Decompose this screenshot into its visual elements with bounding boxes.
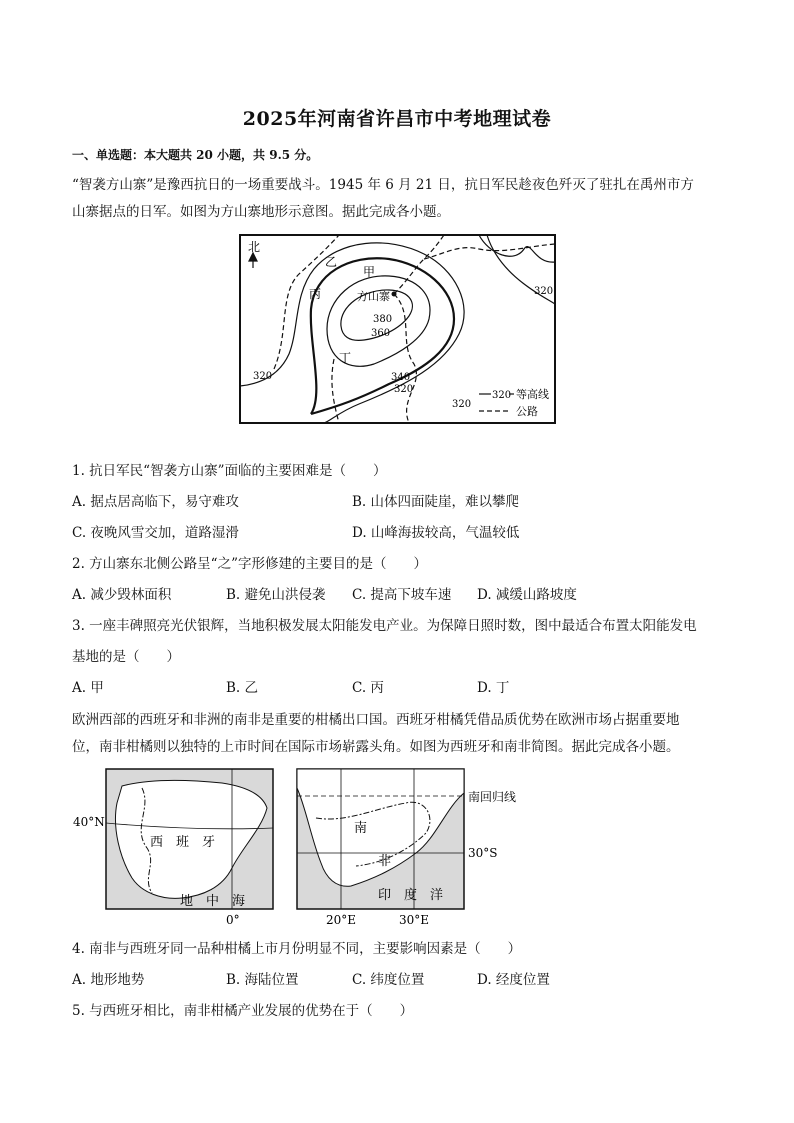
contour-label-340: 340 [391, 372, 411, 383]
spain-label: 西 班 牙 [150, 835, 216, 850]
fangshanzhai-contour-map [239, 234, 556, 424]
contour-label-320-se: 320 [452, 399, 472, 410]
question-3-option-a[interactable]: A. 甲 [72, 680, 104, 696]
lat-40n-label: 40°N [73, 815, 105, 829]
place-yi-label: 乙 [325, 255, 338, 269]
question-2-option-d[interactable]: D. 减缓山路坡度 [477, 587, 577, 603]
question-1-option-a[interactable]: A. 据点居高临下，易守难攻 [72, 494, 239, 510]
tropic-label: 南回归线 [468, 790, 517, 804]
lon-0-label: 0° [226, 913, 240, 927]
section-heading: 一、单选题：本大题共 20 小题，共 9.5 分。 [72, 148, 319, 162]
question-2-option-c[interactable]: C. 提高下坡车速 [352, 587, 452, 603]
contour-label-360: 360 [371, 328, 391, 339]
page-title: 2025年河南省许昌市中考地理试卷 [242, 108, 552, 130]
passage-2-line-2: 位，南非柑橘则以独特的上市时间在国际市场崭露头角。如图为西班牙和南非简图。据此完成各小题。 [72, 739, 680, 755]
spain-map [72, 768, 277, 928]
contour-label-380: 380 [373, 314, 393, 325]
question-1-option-b[interactable]: B. 山体四面陡崖，难以攀爬 [352, 494, 520, 510]
question-4-option-b[interactable]: B. 海陆位置 [226, 972, 299, 988]
place-ding-label: 丁 [339, 351, 352, 365]
question-1-stem: 1. 抗日军民“智袭方山寨”面临的主要困难是（ ） [72, 463, 387, 479]
question-1-option-d[interactable]: D. 山峰海拔较高，气温较低 [352, 525, 520, 541]
lon-20e-label: 20°E [326, 913, 357, 927]
contour-label-320-e: 320 [534, 286, 554, 297]
legend-contour-value: 320 [492, 390, 512, 401]
south-africa-map [296, 768, 526, 928]
lon-30e-label: 30°E [399, 913, 430, 927]
question-2-option-a[interactable]: A. 减少毁林面积 [72, 587, 172, 603]
question-3-option-b[interactable]: B. 乙 [226, 680, 259, 696]
question-2-option-b[interactable]: B. 避免山洪侵袭 [226, 587, 326, 603]
question-4-option-a[interactable]: A. 地形地势 [72, 972, 145, 988]
place-jia-label: 甲 [363, 265, 376, 279]
passage-1-line-2: 山寨据点的日军。如图为方山寨地形示意图。据此完成各小题。 [72, 204, 450, 220]
legend-road-label: 公路 [516, 405, 538, 418]
question-1-option-c[interactable]: C. 夜晚风雪交加，道路湿滑 [72, 525, 239, 541]
passage-2-line-1: 欧洲西部的西班牙和非洲的南非是重要的柑橘出口国。西班牙柑橘凭借品质优势在欧洲市场占据重要地 [72, 712, 680, 728]
contour-label-320-s: 320 [394, 384, 414, 395]
question-3-option-c[interactable]: C. 丙 [352, 680, 384, 696]
question-4-option-d[interactable]: D. 经度位置 [477, 972, 550, 988]
place-bing-label: 丙 [309, 287, 322, 301]
lat-30s-label: 30°S [468, 846, 498, 860]
indian-ocean-label: 印 度 洋 [378, 888, 444, 903]
passage-2 [72, 707, 724, 761]
mediterranean-label: 地 中 海 [180, 894, 246, 909]
legend-contour-label: 等高线 [516, 388, 549, 401]
south-africa-label-1: 南 [354, 821, 368, 836]
question-5-stem: 5. 与西班牙相比，南非柑橘产业发展的优势在于（ ） [72, 1003, 414, 1019]
north-label: 北 [248, 240, 261, 254]
contour-label-320-w: 320 [253, 371, 273, 382]
question-2-stem: 2. 方山寨东北侧公路呈“之”字形修建的主要目的是（ ） [72, 556, 427, 572]
question-3-stem-line-1: 3. 一座丰碑照亮光伏银辉，当地积极发展太阳能发电产业。为保障日照时数，图中最适合布置太阳能发电 [72, 618, 697, 634]
passage-1-line-1: “智袭方山寨”是豫西抗日的一场重要战斗。1945 年 6 月 21 日，抗日军民趁夜色歼灭了驻扎在禹州市方 [72, 177, 694, 193]
question-4-stem: 4. 南非与西班牙同一品种柑橘上市月份明显不同，主要影响因素是（ ） [72, 941, 522, 957]
south-africa-label-2: 非 [378, 854, 392, 869]
fangshanzhai-label: 方山寨 [357, 290, 390, 303]
question-3-stem-line-2: 基地的是（ ） [72, 649, 180, 665]
question-3-option-d[interactable]: D. 丁 [477, 680, 510, 696]
question-4-option-c[interactable]: C. 纬度位置 [352, 972, 425, 988]
passage-1 [72, 172, 724, 226]
